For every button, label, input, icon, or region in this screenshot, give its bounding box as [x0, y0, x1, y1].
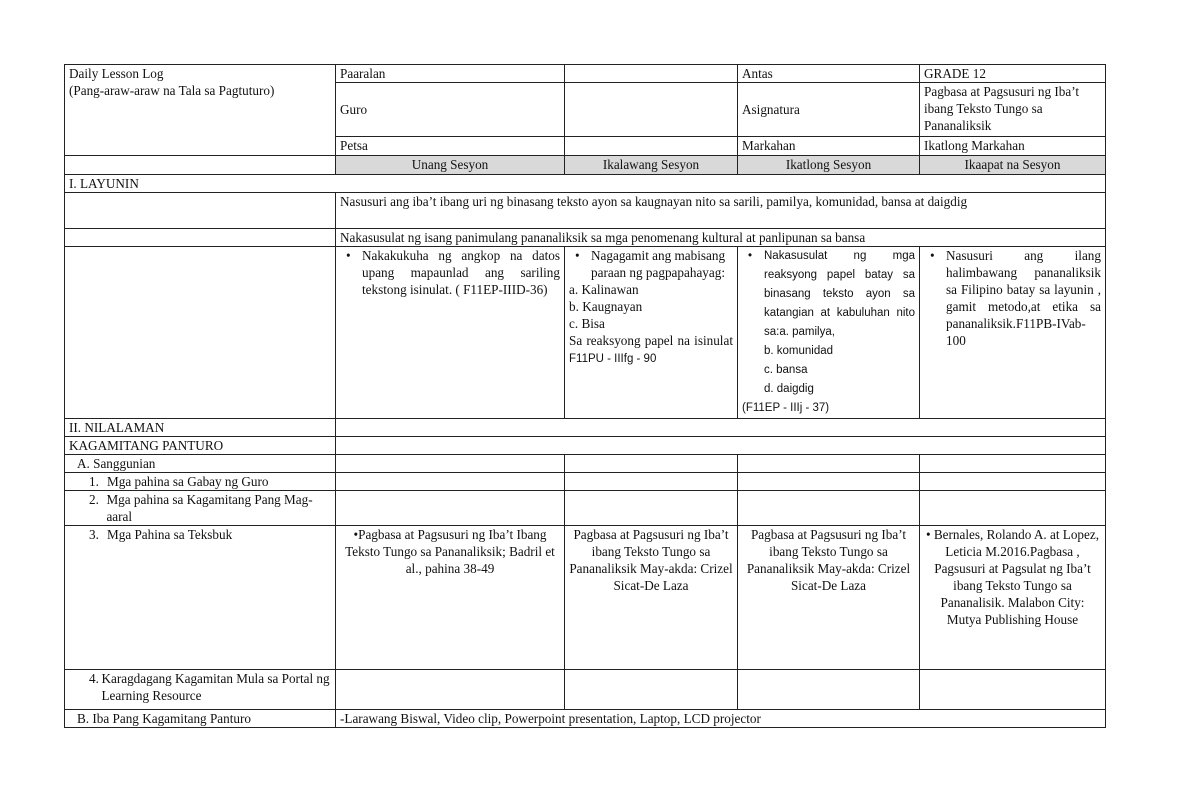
karagdagang-s2 — [565, 670, 738, 710]
kagamitang-mag-aaral-text: Mga pahina sa Kagamitang Pang Mag-aaral — [106, 492, 313, 524]
sanggunian-s2 — [565, 455, 738, 473]
paaralan-value — [565, 65, 738, 83]
layunin-objective-1: Nasusuri ang iba’t ibang uri ng binasang teksto ayon sa kaugnayan nito sa sarili, pamilya, komunidad, bansa at daigdig — [336, 193, 1106, 229]
guro-label: Guro — [336, 83, 565, 137]
karagdagang-label — [65, 670, 336, 710]
kagamitan-heading: KAGAMITANG PANTURO — [65, 437, 336, 455]
asignatura-value: Pagbasa at Pagsusuri ng Iba’t ibang Teksto Tungo sa Pananaliksik — [920, 83, 1106, 137]
karagdagang-text: Karagdagang Kagamitan Mula sa Portal ng Learning Resource — [101, 671, 330, 703]
iba-pang-kagamitan-row — [65, 710, 1106, 728]
markahan-value: Ikatlong Markahan — [920, 137, 1106, 156]
paaralan-label: Paaralan — [336, 65, 565, 83]
antas-value: GRADE 12 — [920, 65, 1106, 83]
nilalaman-row — [65, 419, 1106, 437]
karagdagang-s3 — [738, 670, 920, 710]
session-4-objective: • Nasusuri ang ilang halimbawang pananaliksik sa Filipino batay sa layunin , gamit metodo,at etika sa pananaliksik.F11PB-IVab-100 — [946, 247, 1101, 349]
layunin-sessions-label — [65, 247, 336, 419]
layunin-session-1 — [336, 247, 565, 419]
title-line-1: Daily Lesson Log — [69, 66, 164, 81]
layunin-row-2 — [65, 229, 1106, 247]
session-2-header: Ikalawang Sesyon — [565, 156, 738, 175]
layunin-session-2 — [565, 247, 738, 419]
teksbuk-s2: Pagbasa at Pagsusuri ng Iba’t ibang Teksto Tungo sa Pananaliksik May-akda: Crizel Sicat-De Laza — [565, 526, 738, 670]
layunin-session-3 — [738, 247, 920, 419]
layunin-heading-row — [65, 175, 1106, 193]
layunin-session-4 — [920, 247, 1106, 419]
kagamitan-value — [336, 437, 1106, 455]
teksbuk-row — [65, 526, 1106, 670]
teksbuk-label — [65, 526, 336, 670]
gabay-s3 — [738, 473, 920, 491]
header-row-paaralan — [65, 65, 1106, 83]
session-3-item-c: c. bansa — [764, 364, 808, 376]
kagamitan-row — [65, 437, 1106, 455]
session-2-item-c: c. Bisa — [569, 316, 605, 331]
karagdagang-number: 4. — [89, 671, 99, 686]
daily-lesson-log-table — [64, 64, 1106, 728]
sessions-row — [65, 156, 1106, 175]
session-4-header: Ikaapat na Sesyon — [920, 156, 1106, 175]
kagamitang-pang-mag-aaral-row — [65, 491, 1106, 526]
gabay-number: 1. — [89, 474, 99, 489]
karagdagang-row — [65, 670, 1106, 710]
layunin-objective-2: Nakasusulat ng isang panimulang pananaliksik sa mga penomenang kultural at panlipunan sa bansa — [336, 229, 1106, 247]
sanggunian-s4 — [920, 455, 1106, 473]
kagamitang-mag-aaral-label — [65, 491, 336, 526]
layunin-row-1 — [65, 193, 1106, 229]
asignatura-label: Asignatura — [738, 83, 920, 137]
session-3-item-d: d. daigdig — [764, 383, 814, 395]
title-line-2: (Pang-araw-araw na Tala sa Pagtuturo) — [69, 83, 275, 98]
session-1-header: Unang Sesyon — [336, 156, 565, 175]
markahan-label: Markahan — [738, 137, 920, 156]
title-cell — [65, 65, 336, 156]
layunin-heading: I. LAYUNIN — [65, 175, 1106, 193]
karagdagang-s4 — [920, 670, 1106, 710]
layunin-row-1-label — [65, 193, 336, 229]
teksbuk-s4: • Bernales, Rolando A. at Lopez, Leticia M.2016.Pagbasa , Pagsusuri at Pagsulat ng Iba’t ibang Teksto Tungo sa Pananalisik. Malabon City: Mutya Publishing House — [920, 526, 1106, 670]
session-3-objective: • Nakasusulat ng mga reaksyong papel batay sa binasang teksto ayon sa katangian at kabuluhan nito sa:a. pamilya, — [764, 247, 915, 342]
mag-aaral-s3 — [738, 491, 920, 526]
nilalaman-heading: II. NILALAMAN — [65, 419, 336, 437]
session-1-objective: • Nakakukuha ng angkop na datos upang mapaunlad ang sariling tekstong isinulat. ( F11EP-IIID-36) — [362, 247, 560, 298]
gabay-s2 — [565, 473, 738, 491]
gabay-label — [65, 473, 336, 491]
gabay-row — [65, 473, 1106, 491]
gabay-s1 — [336, 473, 565, 491]
mag-aaral-s1 — [336, 491, 565, 526]
session-2-extra-text: Sa reaksyong papel na isinulat — [569, 333, 733, 348]
sessions-row-blank — [65, 156, 336, 175]
karagdagang-s1 — [336, 670, 565, 710]
sanggunian-s3 — [738, 455, 920, 473]
sanggunian-row — [65, 455, 1106, 473]
mag-aaral-s2 — [565, 491, 738, 526]
layunin-row-2-label — [65, 229, 336, 247]
gabay-text: Mga pahina sa Gabay ng Guro — [107, 474, 269, 489]
session-2-code: F11PU - IIIfg - 90 — [569, 353, 657, 365]
petsa-label: Petsa — [336, 137, 565, 156]
session-2-objective: • Nagagamit ang mabisang paraan ng pagpapahayag: — [591, 247, 733, 281]
nilalaman-value — [336, 419, 1106, 437]
antas-label: Antas — [738, 65, 920, 83]
gabay-s4 — [920, 473, 1106, 491]
teksbuk-text: Mga Pahina sa Teksbuk — [107, 527, 233, 542]
guro-value — [565, 83, 738, 137]
session-2-extra — [569, 332, 733, 368]
session-3-header: Ikatlong Sesyon — [738, 156, 920, 175]
iba-pang-kagamitan-value: -Larawang Biswal, Video clip, Powerpoint presentation, Laptop, LCD projector — [336, 710, 1106, 728]
sanggunian-s1 — [336, 455, 565, 473]
session-2-item-a: a. Kalinawan — [569, 282, 639, 297]
teksbuk-number: 3. — [89, 527, 99, 542]
session-3-code: (F11EP - IIIj - 37) — [742, 402, 830, 414]
session-3-item-b: b. komunidad — [764, 345, 834, 357]
mag-aaral-s4 — [920, 491, 1106, 526]
teksbuk-s1: •Pagbasa at Pagsusuri ng Iba’t Ibang Teksto Tungo sa Pananaliksik; Badril et al., pahina 38-49 — [336, 526, 565, 670]
petsa-value — [565, 137, 738, 156]
kagamitang-mag-aaral-number: 2. — [89, 492, 99, 507]
teksbuk-s3: Pagbasa at Pagsusuri ng Iba’t ibang Teksto Tungo sa Pananaliksik May-akda: Crizel Sicat-De Laza — [738, 526, 920, 670]
sanggunian-label: A. Sanggunian — [65, 455, 336, 473]
layunin-sessions-row — [65, 247, 1106, 419]
session-2-item-b: b. Kaugnayan — [569, 299, 643, 314]
iba-pang-kagamitan-label: B. Iba Pang Kagamitang Panturo — [65, 710, 336, 728]
